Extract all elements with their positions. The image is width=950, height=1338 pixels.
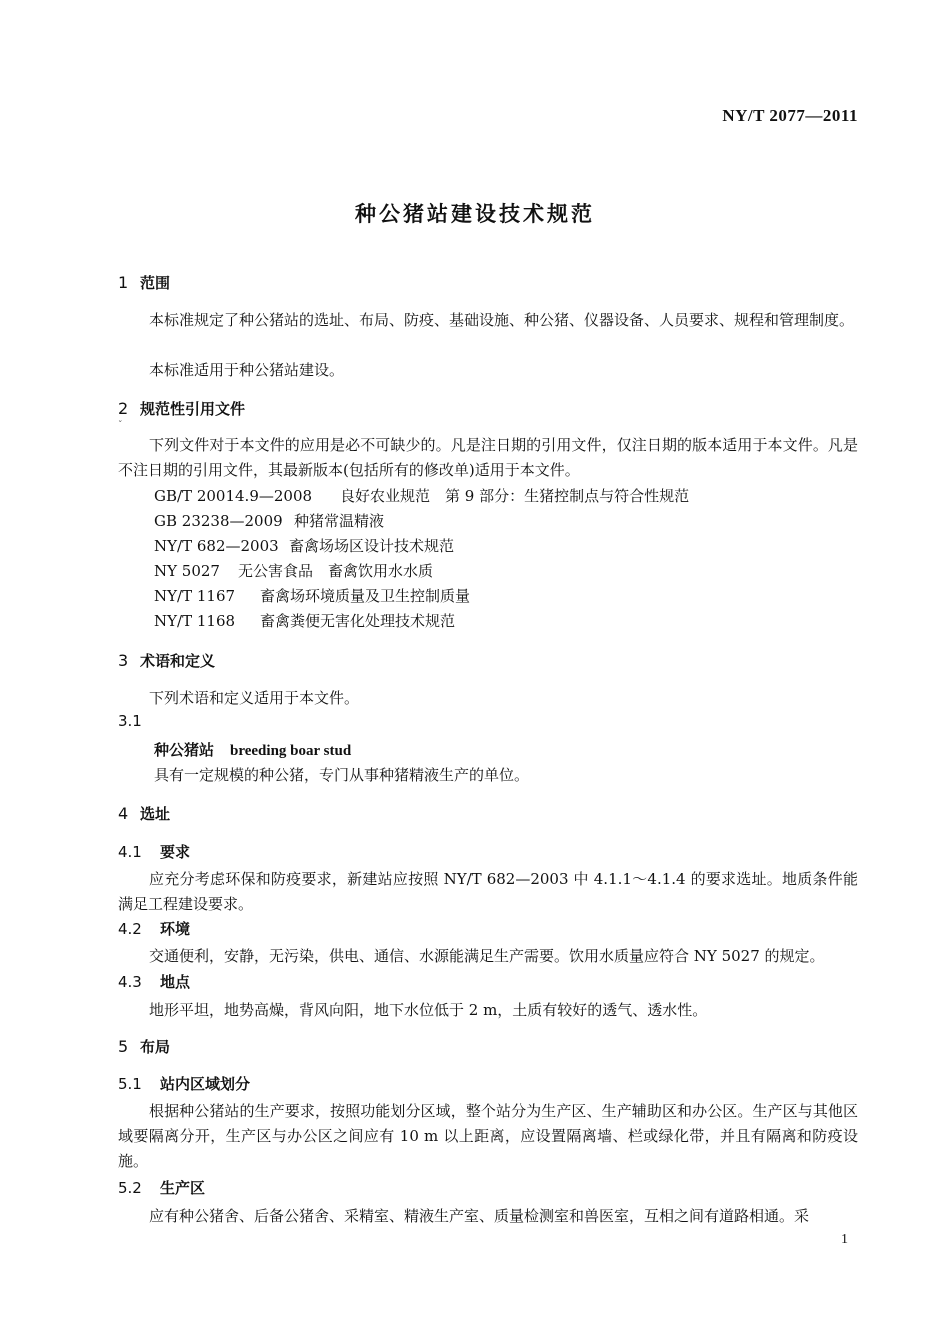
clause-title: 要求 [160, 843, 191, 861]
clause-4-3-text: 地形平坦，地势高燥，背风向阳，地下水位低于 2 m，土质有较好的透气、透水性。 [149, 1001, 708, 1019]
clause-4-3-heading [118, 971, 190, 992]
section-2-heading [118, 398, 245, 419]
reference-item [154, 610, 455, 631]
reference-title: 无公害食品 畜禽饮用水水质 [238, 562, 434, 580]
clause-number: 4.3 [118, 973, 142, 991]
clause-title: 环境 [160, 920, 191, 938]
reference-item [154, 485, 689, 506]
clause-title: 地点 [160, 973, 191, 991]
reference-title: 畜禽场环境质量及卫生控制质量 [260, 587, 471, 605]
reference-code: NY 5027 [154, 562, 220, 580]
reference-title: 良好农业规范 第 9 部分：生猪控制点与符合性规范 [340, 487, 690, 505]
clause-4-2-text: 交通便利，安静，无污染，供电、通信、水源能满足生产需要。饮用水质量应符合 NY 5027 的规定。 [149, 947, 825, 965]
reference-code: NY/T 1167 [154, 587, 236, 605]
clause-4-1-heading [118, 841, 190, 862]
section-number: 4 [118, 804, 129, 823]
section-title: 术语和定义 [140, 652, 216, 670]
reference-title: 畜禽粪便无害化处理技术规范 [260, 612, 456, 630]
clause-title: 站内区域划分 [160, 1075, 251, 1093]
reference-item [154, 510, 384, 531]
section-3-heading [118, 650, 215, 671]
clause-number: 3.1 [118, 712, 142, 730]
clause-title: 生产区 [160, 1179, 206, 1197]
section-3-paragraph-1: 下列术语和定义适用于本文件。 [149, 689, 360, 707]
clause-number: 4.1 [118, 843, 142, 861]
section-1-paragraph-1: 本标准规定了种公猪站的选址、布局、防疫、基础设施、种公猪、仪器设备、人员要求、规程和管理制度。 [149, 311, 855, 329]
scan-mark: ˇ [118, 421, 123, 431]
reference-item [154, 585, 470, 606]
reference-code: GB/T 20014.9—2008 [154, 487, 313, 505]
clause-5-1-text: 根据种公猪站的生产要求，按照功能划分区域，整个站分为生产区、生产辅助区和办公区。生产区与其他区域要隔离分开，生产区与办公区之间应有 10 m 以上距离，应设置隔离墙、栏或绿化带，并且有隔离和防疫设施。 [118, 1102, 858, 1170]
standard-number: NY/T 2077—2011 [722, 106, 858, 125]
page-number: 1 [841, 1232, 848, 1247]
section-title: 布局 [140, 1038, 171, 1056]
clause-4-2-heading [118, 918, 190, 939]
reference-code: GB 23238—2009 [154, 512, 283, 530]
reference-code: NY/T 1168 [154, 612, 236, 630]
document-title: 种公猪站建设技术规范 [355, 202, 595, 226]
reference-item [154, 560, 433, 581]
section-title: 规范性引用文件 [140, 400, 246, 418]
section-title: 选址 [140, 805, 171, 823]
clause-5-1-heading [118, 1073, 250, 1094]
reference-item [154, 535, 454, 556]
section-5-heading [118, 1036, 170, 1057]
section-number: 3 [118, 651, 129, 670]
clause-5-2-heading [118, 1177, 205, 1198]
term-definition: 具有一定规模的种公猪，专门从事种猪精液生产的单位。 [154, 766, 530, 784]
term-english: breeding boar stud [230, 743, 352, 759]
clause-number: 4.2 [118, 920, 142, 938]
clause-number: 5.2 [118, 1179, 142, 1197]
section-2-paragraph-1: 下列文件对于本文件的应用是必不可缺少的。凡是注日期的引用文件，仅注日期的版本适用于本文件。凡是不注日期的引用文件，其最新版本(包括所有的修改单)适用于本文件。 [118, 436, 858, 479]
reference-title: 种猪常温精液 [294, 512, 385, 530]
clause-4-1-text: 应充分考虑环保和防疫要求，新建站应按照 NY/T 682—2003 中 4.1.1～4.1.4 的要求选址。地质条件能满足工程建设要求。 [118, 870, 858, 913]
section-4-heading [118, 803, 170, 824]
section-1-heading [118, 272, 170, 293]
reference-title: 畜禽场场区设计技术规范 [289, 537, 455, 555]
clause-5-2-text: 应有种公猪舍、后备公猪舍、采精室、精液生产室、质量检测室和兽医室，互相之间有道路相通。采 [149, 1207, 810, 1225]
section-1-paragraph-2: 本标准适用于种公猪站建设。 [149, 361, 345, 379]
section-number: 1 [118, 273, 129, 292]
clause-3-1-number [118, 712, 160, 730]
reference-code: NY/T 682—2003 [154, 537, 279, 555]
section-number: 2 [118, 399, 129, 418]
section-number: 5 [118, 1037, 129, 1056]
term-chinese: 种公猪站 [154, 741, 215, 759]
clause-number: 5.1 [118, 1075, 142, 1093]
term-entry [154, 739, 351, 760]
section-title: 范围 [140, 274, 171, 292]
